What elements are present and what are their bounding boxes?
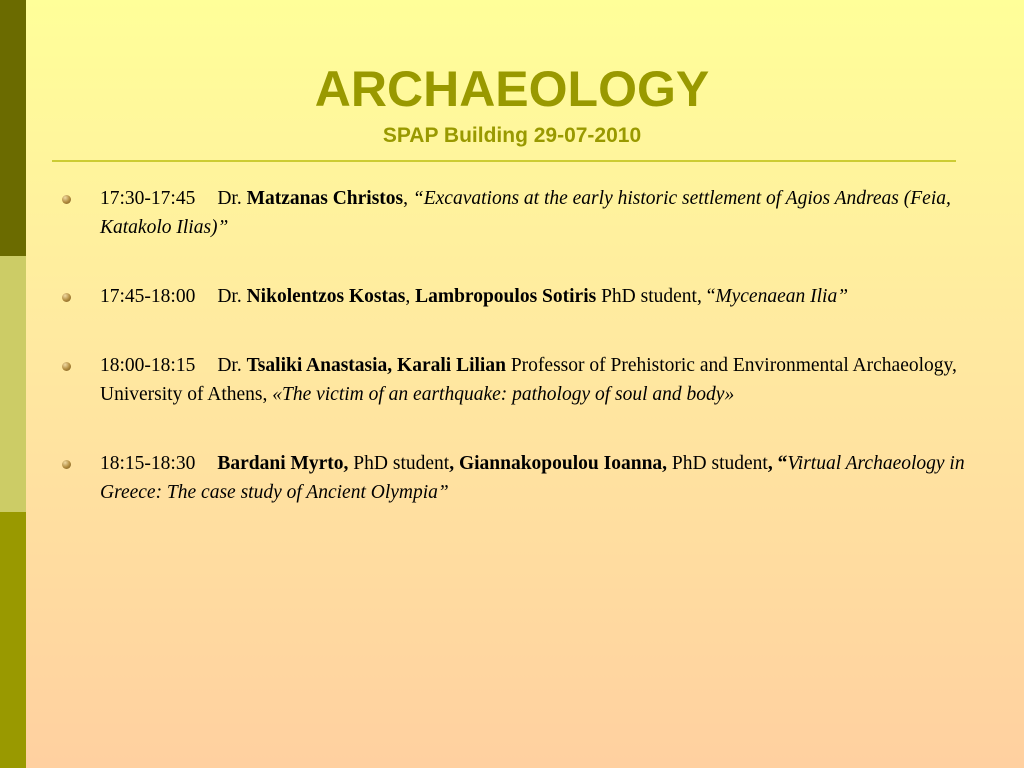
talk-title: Mycenaean Ilia” <box>715 286 849 307</box>
time-slot: 18:00-18:15 <box>100 355 196 376</box>
speaker-name: Nikolentzos Kostas <box>246 286 406 307</box>
schedule-item <box>60 282 980 311</box>
speaker-prefix: Dr. <box>217 286 247 307</box>
schedule-item <box>60 351 980 409</box>
speaker-role: PhD student <box>667 453 768 474</box>
separator-text: , <box>403 188 413 209</box>
speaker-name: Matzanas Christos <box>246 188 404 209</box>
bullet-icon <box>62 293 71 302</box>
bullet-icon <box>62 195 71 204</box>
talk-title: Virtual Archaeology in Greece: The case study of Ancient Olympia” <box>100 453 965 503</box>
decorative-stripe-bottom <box>0 512 26 768</box>
speaker-role: PhD student <box>348 453 450 474</box>
speaker-name: , Giannakopoulou Ioanna, <box>449 453 668 474</box>
decorative-stripe-middle <box>0 256 26 512</box>
time-slot: 18:15-18:30 <box>100 453 196 474</box>
slide-title: ARCHAEOLOGY <box>314 61 710 117</box>
bullet-icon <box>62 362 71 371</box>
speaker-prefix: Dr. <box>217 355 247 376</box>
speaker-name: Tsaliki Anastasia, Karali Lilian <box>246 355 506 376</box>
speaker-name: Bardani Myrto, <box>217 453 349 474</box>
speaker-name: Lambropoulos Sotiris <box>415 286 597 307</box>
schedule-item <box>60 184 980 242</box>
separator-text: , <box>405 286 416 307</box>
slide-subtitle: SPAP Building 29-07-2010 <box>382 124 642 147</box>
title-divider <box>52 160 956 162</box>
speaker-role: Professor of Prehistoric and Environmental Archaeology, University of Athens, <box>100 355 957 405</box>
speaker-prefix: Dr. <box>217 188 247 209</box>
bullet-icon <box>62 460 71 469</box>
time-slot: 17:30-17:45 <box>100 188 196 209</box>
talk-title: «The victim of an earthquake: pathology of soul and body» <box>272 384 735 405</box>
schedule-item <box>60 449 980 507</box>
schedule-list <box>60 184 980 547</box>
speaker-role: PhD student, “ <box>596 286 716 307</box>
talk-title: “Excavations at the early historic settlement of Agios Andreas (Feia, Katakolo Ilias)” <box>100 188 951 238</box>
separator-text: , “ <box>767 453 788 474</box>
time-slot: 17:45-18:00 <box>100 286 196 307</box>
